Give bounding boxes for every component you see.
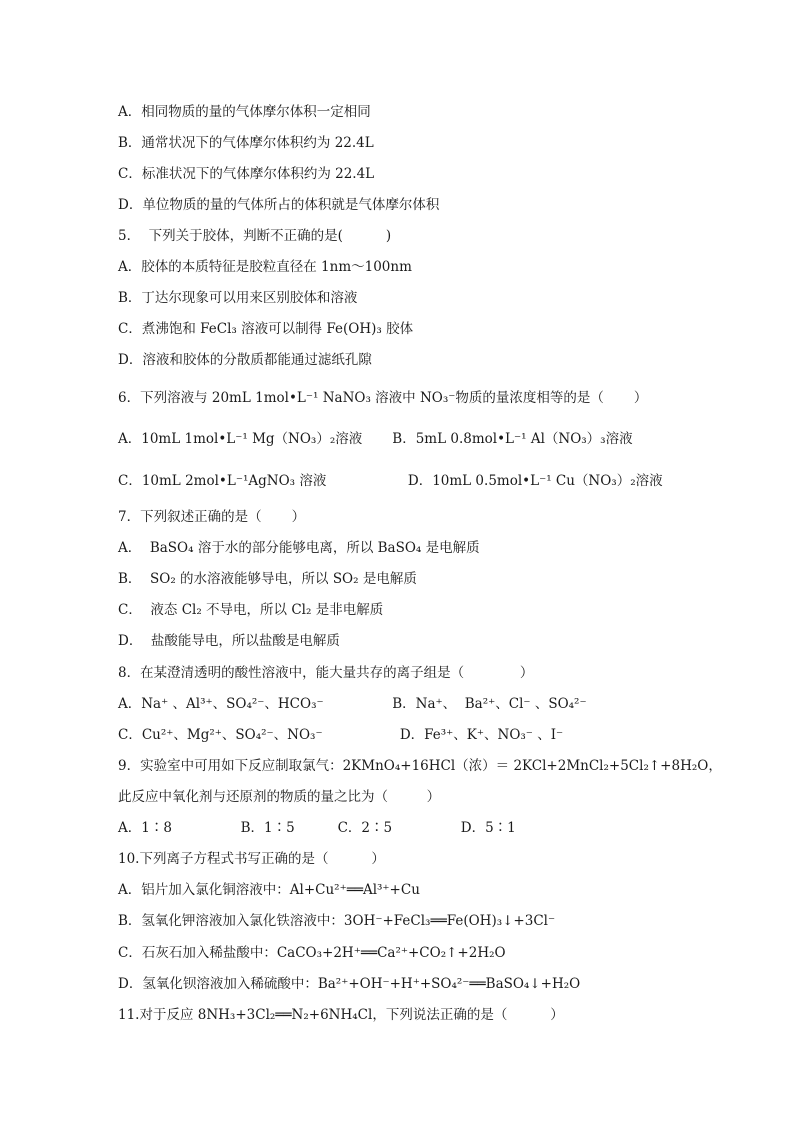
option-10c: C．石灰石加入稀盐酸中：CaCO₃+2H⁺══Ca²⁺+CO₂↑+2H₂O — [118, 945, 506, 961]
option-4d: D．单位物质的量的气体所占的体积就是气体摩尔体积 — [118, 197, 440, 213]
question-8-stem: 8．在某澄清透明的酸性溶液中，能大量共存的离子组是（ ） — [118, 665, 534, 681]
question-7-stem: 7．下列叙述正确的是（ ） — [118, 509, 306, 525]
question-6-stem: 6．下列溶液与 20mL 1mol•L⁻¹ NaNO₃ 溶液中 NO₃⁻物质的量浓度相等的是（ ） — [118, 390, 648, 406]
question-10-stem: 10.下列离子方程式书写正确的是（ ） — [118, 851, 385, 867]
option-7c: C． 液态 Cl₂ 不导电，所以 Cl₂ 是非电解质 — [118, 602, 384, 618]
option-4b: B．通常状况下的气体摩尔体积约为 22.4L — [118, 135, 374, 151]
option-5a: A．胶体的本质特征是胶粒直径在 1nm～100nm — [118, 259, 412, 275]
option-10a: A．铝片加入氯化铜溶液中：Al+Cu²⁺══Al³⁺+Cu — [118, 882, 420, 898]
option-6ab: A．10mL 1mol•L⁻¹ Mg（NO₃）₂溶液 B．5mL 0.8mol•L⁻¹ Al（NO₃）₃溶液 — [118, 431, 633, 447]
question-5-stem: 5． 下列关于胶体，判断不正确的是( ) — [118, 228, 392, 244]
option-9: A．1∶8 B．1∶5 C．2∶5 D．5∶1 — [118, 820, 516, 836]
option-4a: A．相同物质的量的气体摩尔体积一定相同 — [118, 104, 371, 120]
option-8cd: C．Cu²⁺、Mg²⁺、SO₄²⁻、NO₃⁻ D．Fe³⁺、K⁺、NO₃⁻ 、I⁻ — [118, 727, 564, 743]
question-9-stem: 9．实验室中可用如下反应制取氯气：2KMnO₄+16HCl（浓）＝ 2KCl+2MnCl₂+5Cl₂↑+8H₂O， — [118, 758, 722, 774]
option-8ab: A．Na⁺ 、Al³⁺、SO₄²⁻、HCO₃⁻ B．Na⁺、 Ba²⁺、Cl⁻ 、SO₄²⁻ — [118, 696, 587, 712]
option-10b: B．氢氧化钾溶液加入氯化铁溶液中：3OH⁻+FeCl₃══Fe(OH)₃↓+3Cl⁻ — [118, 913, 556, 929]
option-4c: C．标准状况下的气体摩尔体积约为 22.4L — [118, 166, 375, 182]
option-5b: B．丁达尔现象可以用来区别胶体和溶液 — [118, 290, 358, 306]
option-5d: D．溶液和胶体的分散质都能通过滤纸孔隙 — [118, 352, 372, 368]
question-11-stem: 11.对于反应 8NH₃+3Cl₂══N₂+6NH₄Cl，下列说法正确的是（ ） — [118, 1007, 564, 1023]
option-7d: D． 盐酸能导电，所以盐酸是电解质 — [118, 633, 340, 649]
option-7b: B． SO₂ 的水溶液能够导电，所以 SO₂ 是电解质 — [118, 571, 417, 587]
option-10d: D．氢氧化钡溶液加入稀硫酸中：Ba²⁺+OH⁻+H⁺+SO₄²⁻══BaSO₄↓+H₂O — [118, 976, 581, 992]
option-7a: A． BaSO₄ 溶于水的部分能够电离，所以 BaSO₄ 是电解质 — [118, 540, 480, 556]
option-5c: C．煮沸饱和 FeCl₃ 溶液可以制得 Fe(OH)₃ 胶体 — [118, 321, 414, 337]
question-9-stem-cont: 此反应中氧化剂与还原剂的物质的量之比为（ ） — [118, 789, 441, 805]
option-6cd: C．10mL 2mol•L⁻¹AgNO₃ 溶液 D．10mL 0.5mol•L⁻¹ Cu（NO₃）₂溶液 — [118, 473, 663, 489]
